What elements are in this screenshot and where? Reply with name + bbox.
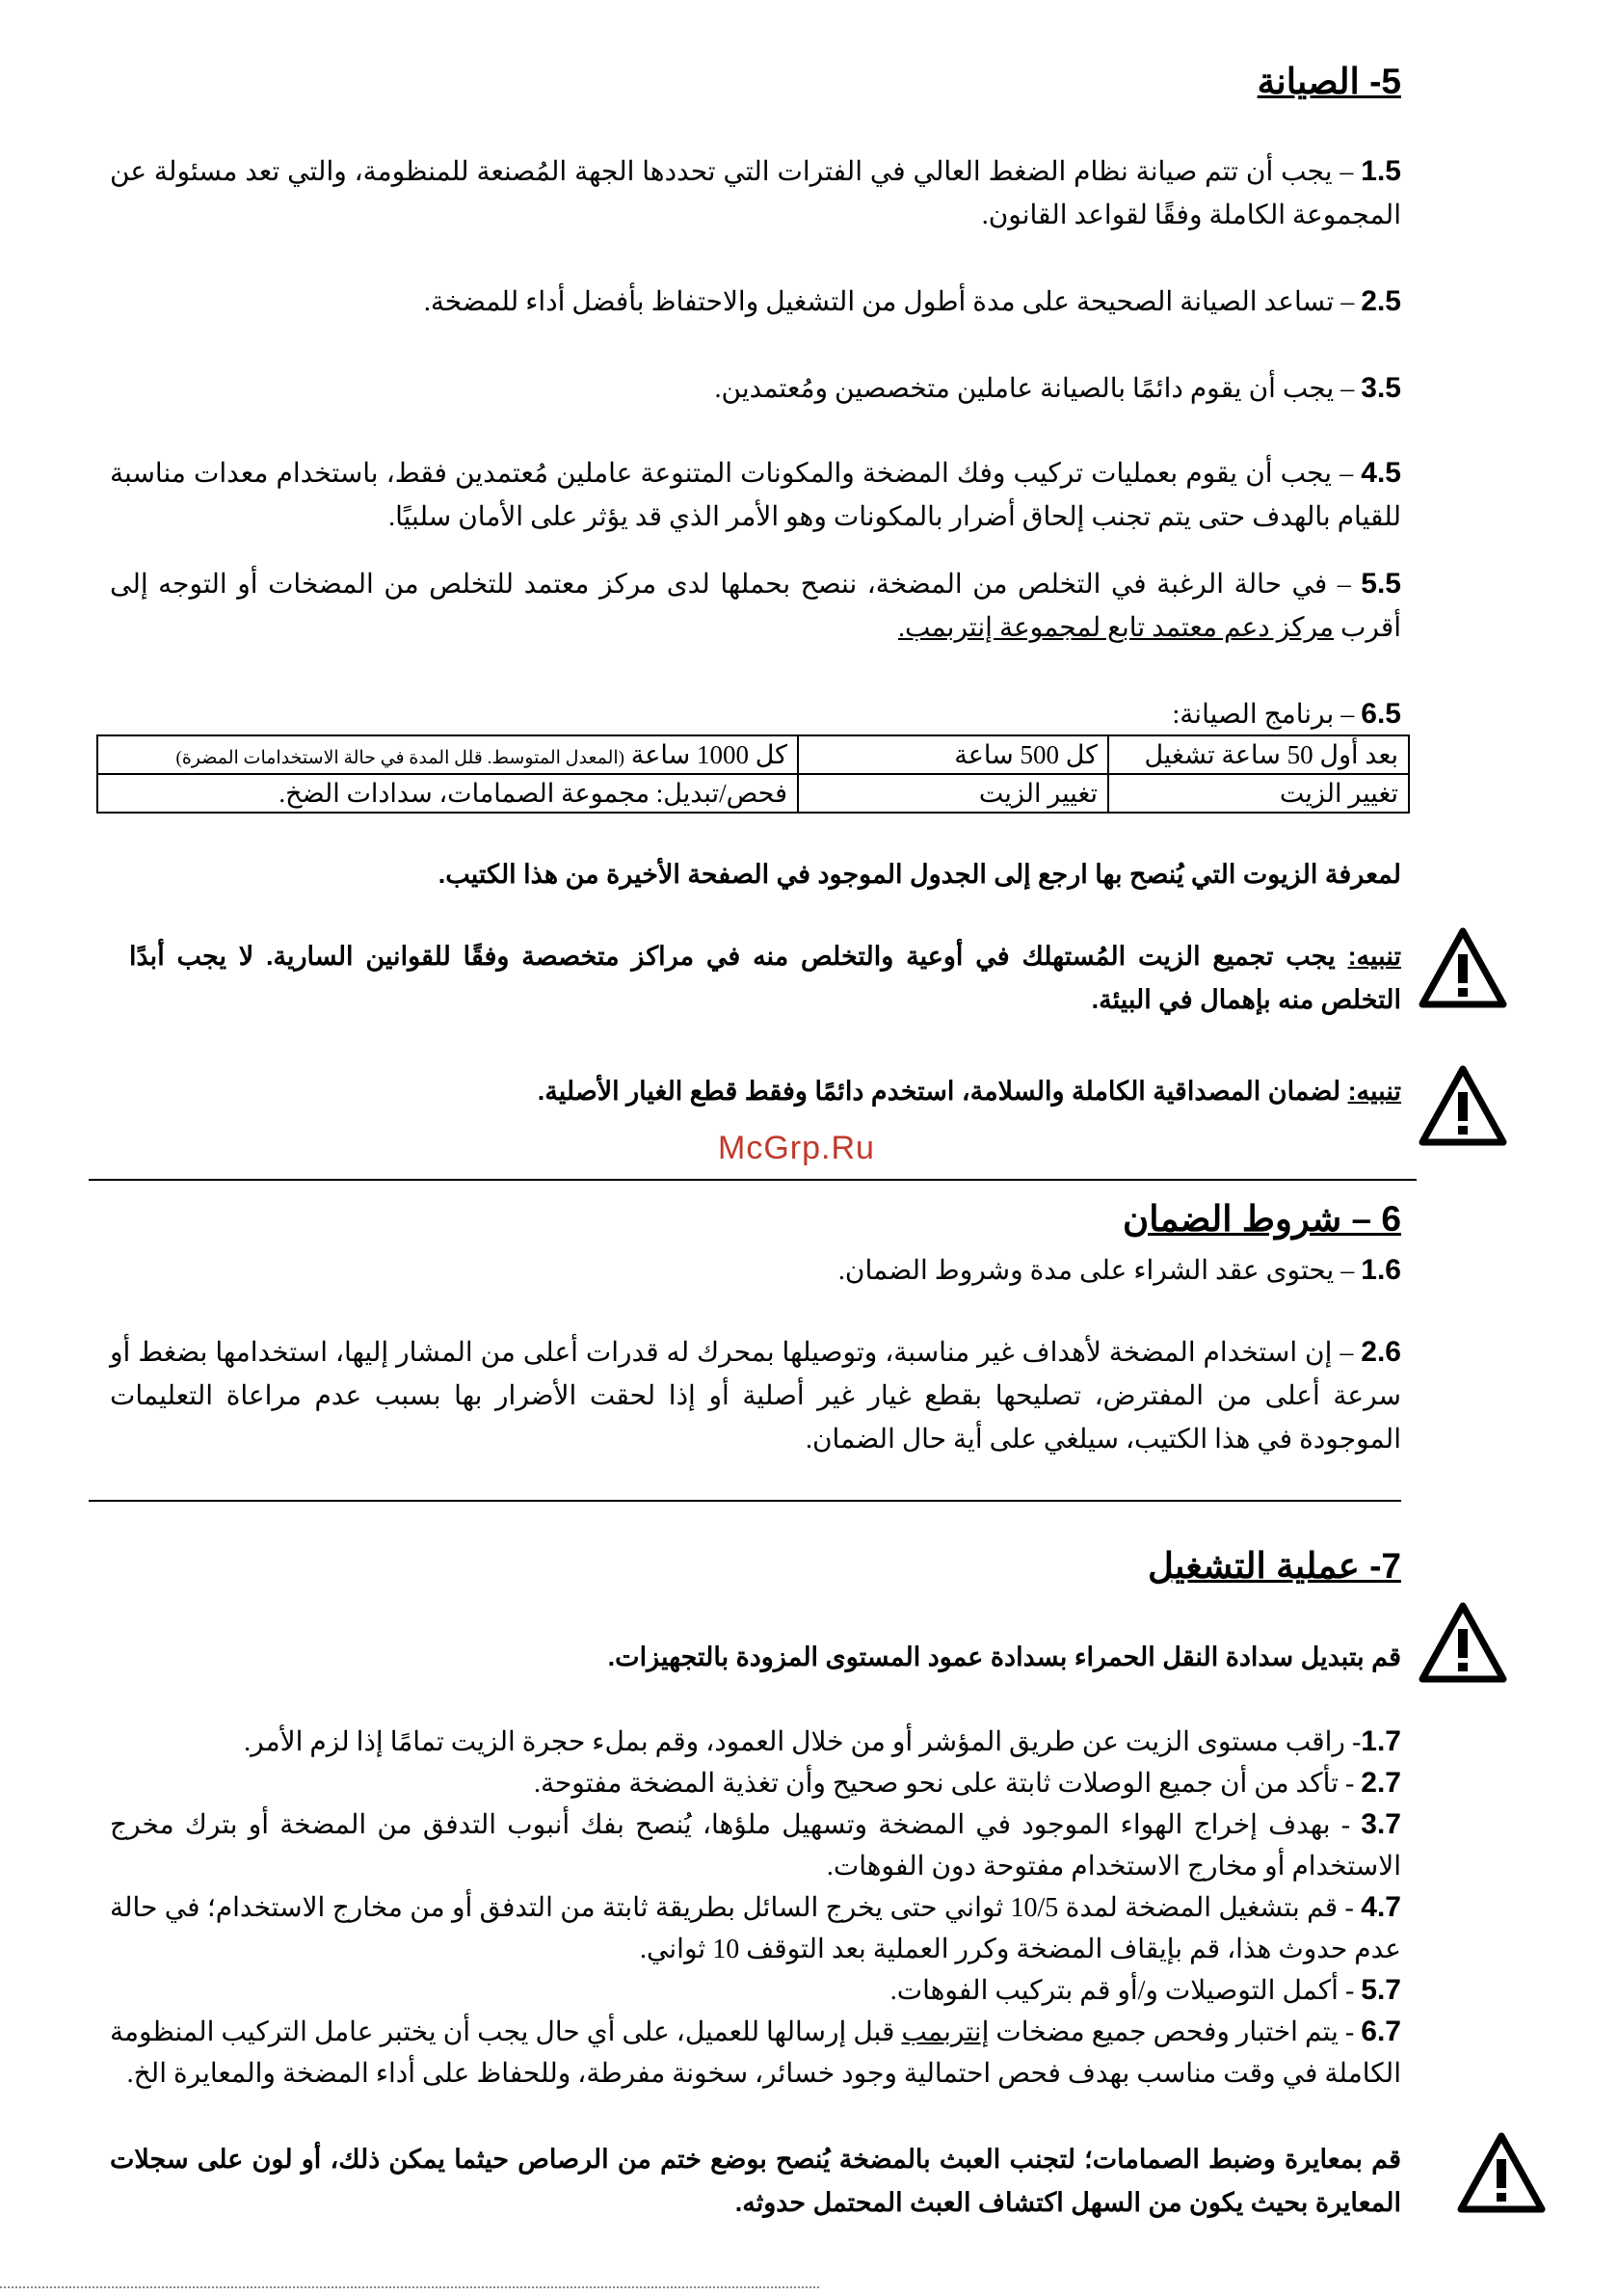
paragraph-number: 4.7 — [1361, 1891, 1401, 1923]
paragraph-text: – يحتوى عقد الشراء على مدة وشروط الضمان. — [837, 1256, 1362, 1286]
paragraph-number: 3.5 — [1361, 372, 1401, 404]
paragraph-text: - تأكد من أن جميع الوصلات ثابتة على نحو صحيح وأن تغذية المضخة مفتوحة. — [533, 1769, 1362, 1799]
paragraph-text: - أكمل التوصيلات و/أو قم بتركيب الفوهات. — [889, 1976, 1362, 2006]
paragraph-text: – في حالة الرغبة في التخلص من المضخة، ننصح بحملها لدى مركز معتمد للتخلص من المضخات أو التوجه إلى أقرب — [110, 570, 1401, 643]
paragraph-number: 1.6 — [1361, 1254, 1401, 1286]
warning-text: يجب تجميع الزيت المُستهلك في أوعية والتخلص منه في مراكز متخصصة وفقًا للقوانين السارية. لا يجب أبدًا التخلص منه بإهمال في البيئة. — [129, 942, 1401, 1014]
table-cell: فحص/تبديل: مجموعة الصمامات، سدادات الضخ. — [97, 774, 798, 813]
divider — [89, 1500, 1401, 1502]
section-5-title: 5- الصيانة — [1257, 62, 1401, 101]
paragraph-text: - قم بتشغيل المضخة لمدة 10/5 ثواني حتى يخرج السائل بطريقة ثابتة من التدفق أو من مخارج الاستخدام؛ في حالة عدم حدوث هذا، قم بإيقاف المضخة وكرر العملية بعد التوقف 10 ثواني. — [110, 1893, 1401, 1964]
warning-label: تنبيه: — [1347, 942, 1401, 971]
paragraph-5-3 — [110, 366, 1401, 411]
warning-icon — [1417, 1063, 1509, 1148]
warning-transport-plug — [129, 1636, 1401, 1679]
warning-oil-disposal — [129, 935, 1401, 1022]
warning-valve-calibration — [110, 2138, 1401, 2225]
paragraph-5-1 — [110, 149, 1401, 237]
warning-text: قم بمعايرة وضبط الصمامات؛ لتجنب العبث بالمضخة يُنصح بوضع ختم من الرصاص حيثما يمكن ذلك، أو لون على سجلات المعايرة بحيث يكون من السهل اكتشاف العبث المحتمل حدوثه. — [110, 2145, 1401, 2217]
paragraph-number: 2.7 — [1361, 1767, 1401, 1799]
paragraph-number: 4.5 — [1361, 457, 1401, 489]
warning-label: تنبيه: — [1347, 1077, 1401, 1106]
oil-note — [110, 853, 1401, 896]
table-row — [97, 774, 1409, 813]
interval-1000-note: (المعدل المتوسط. قلل المدة في حالة الاستخدامات المضرة) — [175, 748, 624, 768]
paragraph-5-2 — [110, 280, 1401, 324]
section-6-heading-wrap — [110, 1195, 1401, 1243]
paragraph-5-4 — [110, 451, 1401, 539]
paragraph-text: – يجب أن يقوم دائمًا بالصيانة عاملين متخصصين ومُعتمدين. — [714, 374, 1362, 404]
divider — [89, 1179, 1417, 1181]
paragraph-text: - يتم اختبار وفحص جميع مضخات — [989, 2017, 1362, 2047]
paragraph-5-6 — [110, 692, 1401, 736]
table-cell: كل 500 ساعة — [798, 735, 1108, 774]
paragraph-7-2 — [110, 1762, 1401, 1804]
section-7-heading-wrap — [110, 1542, 1401, 1590]
brand-name: إنتربمب — [901, 2017, 990, 2047]
paragraph-7-5 — [110, 1969, 1401, 2012]
paragraph-number: 1.5 — [1361, 155, 1401, 187]
warning-original-parts — [129, 1070, 1401, 1113]
paragraph-text: - بهدف إخراج الهواء الموجود في المضخة وتسهيل ملؤها، يُنصح بفك أنبوب التدفق من المضخة أو بترك مخرج الاستخدام أو مخارج الاستخدام مفتوحة دون الفوهات. — [110, 1810, 1401, 1882]
warning-icon — [1417, 1600, 1509, 1685]
paragraph-text: – برنامج الصيانة: — [1172, 700, 1362, 730]
table-cell: بعد أول 50 ساعة تشغيل — [1108, 735, 1409, 774]
paragraph-number: 5.7 — [1361, 1974, 1401, 2006]
paragraph-text: قبل إرسالها للعميل، على أي حال يجب أن يختبر عامل التركيب المنظومة الكاملة في وقت مناسب بهدف فحص احتمالية وجود خسائر، سخونة مفرطة، وللحفاظ على أداء المضخة والمعايرة الخ. — [110, 2017, 1401, 2089]
paragraph-number: 6.5 — [1361, 698, 1401, 730]
table-cell: تغيير الزيت — [798, 774, 1108, 813]
paragraph-7-6 — [110, 2011, 1401, 2095]
section-5-heading-wrap — [110, 58, 1401, 106]
paragraph-7-3 — [110, 1803, 1401, 1887]
section-7-title: 7- عملية التشغيل — [1148, 1546, 1401, 1586]
watermark: McGrp.Ru — [718, 1130, 875, 1166]
maintenance-schedule-table — [96, 734, 1410, 814]
paragraph-number: 1.7 — [1361, 1725, 1401, 1757]
paragraph-6-1 — [110, 1248, 1401, 1293]
paragraph-number: 3.7 — [1361, 1808, 1401, 1840]
paragraph-text: – تساعد الصيانة الصحيحة على مدة أطول من التشغيل والاحتفاظ بأفضل أداء للمضخة. — [423, 287, 1362, 317]
paragraph-6-2 — [110, 1330, 1401, 1461]
oil-note-text: لمعرفة الزيوت التي يُنصح بها ارجع إلى الجدول الموجود في الصفحة الأخيرة من هذا الكتيب. — [438, 860, 1401, 889]
section-6-title: 6 – شروط الضمان — [1123, 1199, 1401, 1239]
paragraph-number: 6.7 — [1361, 2016, 1401, 2047]
warning-text: قم بتبديل سدادة النقل الحمراء بسدادة عمود المستوى المزودة بالتجهيزات. — [607, 1642, 1401, 1671]
warning-icon — [1417, 925, 1509, 1010]
table-cell — [97, 735, 798, 774]
paragraph-number: 5.5 — [1361, 568, 1401, 600]
paragraph-text: – يجب أن تتم صيانة نظام الضغط العالي في الفترات التي تحددها الجهة المُصنعة للمنظومة، والتي تعد مسئولة عن المجموعة الكاملة وفقًا لقواعد القانون. — [110, 157, 1401, 230]
paragraph-5-5 — [110, 562, 1401, 650]
paragraph-number: 2.6 — [1361, 1336, 1401, 1368]
paragraph-text: – يجب أن يقوم بعمليات تركيب وفك المضخة والمكونات المتنوعة عاملين مُعتمدين فقط، باستخدام معدات مناسبة للقيام بالهدف حتى يتم تجنب إلحاق أضرار بالمكونات وهو الأمر الذي قد يؤثر على الأمان سلبيًا. — [110, 459, 1401, 532]
support-center-link[interactable]: مركز دعم معتمد تابع لمجموعة إنتربمب. — [898, 613, 1335, 643]
warning-icon — [1455, 2130, 1548, 2215]
paragraph-number: 2.5 — [1361, 285, 1401, 317]
paragraph-7-4 — [110, 1886, 1401, 1970]
bottom-dotted-line — [0, 2286, 819, 2288]
paragraph-text: – إن استخدام المضخة لأهداف غير مناسبة، وتوصيلها بمحرك له قدرات أعلى من المشار إليها، استخدامها بضغط أو سرعة أعلى من المفترض، تصليحها بقطع غيار غير أصلية أو إذا لحقت الأضرار بها بسبب عدم مراعاة التعليمات الموجودة في هذا الكتيب، سيلغي على أية حال الضمان. — [110, 1338, 1401, 1455]
table-row — [97, 735, 1409, 774]
interval-1000-label: كل 1000 ساعة — [624, 740, 787, 769]
paragraph-text: - راقب مستوى الزيت عن طريق المؤشر أو من خلال العمود، وقم بملء حجرة الزيت تمامًا إذا لزم الأمر. — [244, 1727, 1362, 1757]
table-cell: تغيير الزيت — [1108, 774, 1409, 813]
paragraph-7-1 — [110, 1721, 1401, 1763]
warning-text: لضمان المصداقية الكاملة والسلامة، استخدم دائمًا وفقط قطع الغيار الأصلية. — [537, 1077, 1348, 1106]
